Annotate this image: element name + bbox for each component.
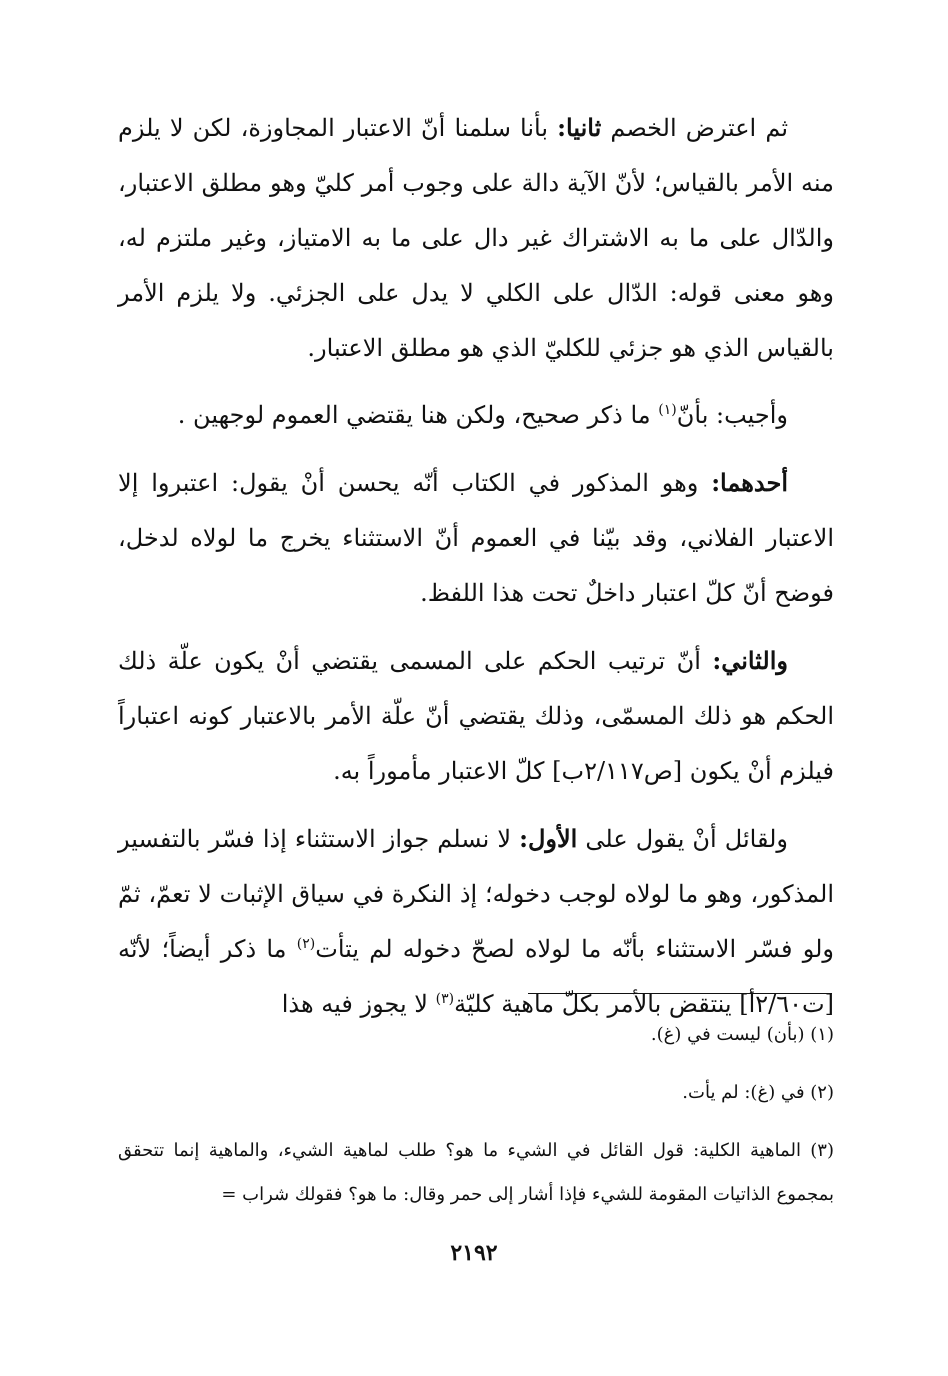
paragraph-first-reason: [118, 455, 834, 621]
footnote-ref: (١): [658, 402, 677, 418]
paragraph-text: وأجيب: بأنّ: [676, 401, 788, 429]
paragraph-text: لا نسلم جواز الاستثناء إذا فسّر بالتفسير المذكور، وهو ما لولاه لوجب دخوله؛ إذ النكرة في سياق الإثبات لا تعمّ، ثمّ ولو فسّر الاستثناء بأنّه ما لولاه لصحّ دخوله لم يتأت: [118, 825, 834, 963]
paragraph-text: ولقائل أنْ يقول على: [577, 825, 788, 853]
bold-term: والثاني:: [712, 646, 788, 675]
bold-term: الأول:: [519, 824, 578, 853]
paragraph-text: ثم اعترض الخصم: [601, 114, 788, 142]
paragraph-second-reason: [118, 633, 834, 799]
main-text: [118, 100, 834, 1044]
footnotes: [118, 1013, 834, 1231]
paragraph-text: بأنا سلمنا أنّ الاعتبار المجاوزة، لكن لا يلزم منه الأمر بالقياس؛ لأنّ الآية دالة على وجوب أمر كليّ وهو مطلق الاعتبار، والدّال على ما به الاشتراك غير دال على ما به الامتياز، وغير ملتزم له، وهو معنى قوله: الدّال على الكلي لا يدل على الجزئي. ولا يلزم الأمر بالقياس الذي هو جزئي للكليّ الذي هو مطلق الاعتبار.: [118, 114, 834, 362]
footnote-1: (١) (بأن) ليست في (غ).: [650, 1024, 834, 1045]
paragraph-text: وهو المذكور في الكتاب أنّه يحسن أنْ يقول: اعتبروا إلا الاعتبار الفلاني، وقد بيّنا في العموم أنّ الاستثناء يخرج ما لولاه لدخل، فوضح أنّ كلّ اعتبار داخلٌ تحت هذا اللفظ.: [118, 469, 835, 607]
bold-term: ثانيا:: [557, 113, 602, 142]
paragraph-rebuttal: [118, 811, 834, 1032]
footnote-3: (٣) الماهية الكلية: قول القائل في الشيء ما هو؟ طلب لماهية الشيء، والماهية إنما تتحقق بمجموع الذاتيات المقومة للشيء فإذا أشار إلى حمر وقال: ما هو؟ فقولك شراب =: [118, 1140, 834, 1205]
footnote-2: (٢) في (غ): لم يأت.: [682, 1082, 834, 1103]
paragraph-text: لا يجوز فيه هذا: [281, 990, 436, 1018]
bold-term: أحدهما:: [711, 468, 788, 497]
paragraph-text: ما ذكر صحيح، ولكن هنا يقتضي العموم لوجهين .: [177, 401, 659, 429]
paragraph-answer: [118, 388, 834, 443]
footnote-separator: [528, 993, 832, 994]
paragraph-objection: [118, 100, 834, 376]
footnote-ref: (٢): [296, 936, 316, 952]
footnote-ref: (٣): [435, 991, 455, 1007]
paragraph-text: أنّ ترتيب الحكم على المسمى يقتضي أنْ يكون علّة ذلك الحكم هو ذلك المسمّى، وذلك يقتضي أنّ علّة الأمر بالاعتبار كونه اعتباراً فيلزم أنْ يكون [ص٢/١١٧ب] كلّ الاعتبار مأموراً به.: [118, 647, 834, 785]
paragraph-text: ما ذكر أيضاً؛ لأنّه [ت٢/٦٠أ] ينتقض بالأمر بكلّ ماهية كليّة: [118, 935, 834, 1018]
page-number: ٢١٩٢: [450, 1240, 498, 1266]
